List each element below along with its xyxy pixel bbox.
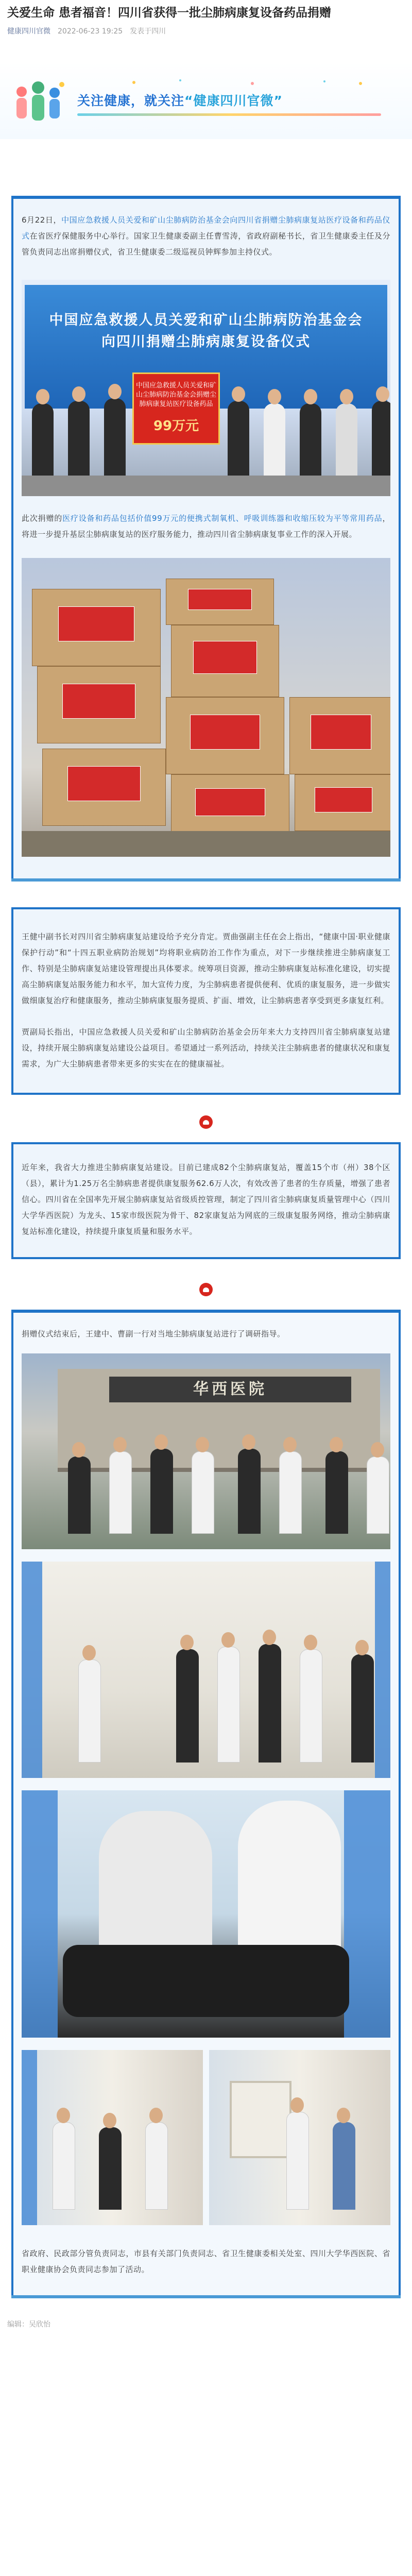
section2-para2: 贾副局长指出，中国应急救援人员关爱和矿山尘肺病防治基金会历年来大力支持四川省尘肺病康复站建设，持续开展尘肺病康复站建设公益项目。希望通过一系列活动，持续关注尘肺病患者的健康状况和康复需求，为广大尘肺病患者带来更多的实实在在的健康福祉。 [22, 1027, 390, 1069]
section4-para2: 省政府、民政部分管负责同志，市县有关部门负责同志、省卫生健康委相关处室、四川大学华西医院、省职业健康协会负责同志参加了活动。 [22, 2249, 390, 2274]
ceremony-photo [22, 280, 390, 496]
visit-photo-treatment [22, 1790, 390, 2038]
account-name[interactable]: 健康四川官微 [7, 27, 50, 36]
section3-frame [11, 1142, 401, 1259]
top-banner [0, 62, 412, 139]
section3-para1: 近年来，我省大力推进尘肺病康复站建设。目前已建成82个尘肺病康复站，覆盖15个市（州）38个区（县），累计为1.25万名尘肺病患者提供康复服务62.6万人次，有效改善了患者的生存质量，增强了患者信心。四川省在全国率先开展尘肺病康复站省级质控管理，制定了四川省尘肺病康复质量管理中心（四川大学华西医院）为龙头、15家市级医院为骨干、82家康复站为网底的三级康复服务网络，推动尘肺病康复站标准化建设，持续提升康复质量和服务水平。 [22, 1163, 390, 1236]
donated-boxes-photo [22, 558, 390, 857]
section1-frame [11, 199, 401, 878]
section1-para2: 此次捐赠的医疗设备和药品包括价值99万元的便携式制氧机、呼吸训练器和收缩压较为平等常用药品，将进一步提升基层尘肺病康复站的医疗服务能力，推动四川省尘肺病康复事业工作的深入开展。 [22, 514, 390, 539]
slogan-underline [77, 113, 381, 116]
family-icon [11, 77, 68, 126]
slogan-text: 关注健康，就关注 [77, 93, 185, 108]
station-sign: 华西医院 [109, 1377, 351, 1402]
section2-para1: 王健中副书长对四川省尘肺病康复站建设给予充分肯定。贾曲强副主任在会上指出，“健康中国·职业健康保护行动”和“十四五职业病防治规划”均将职业病防治工作作为重点，对下一步继续推进尘肺病康复工作、特别是尘肺病康复站建设管理提出具体要求。统筹项目资源，推动尘肺病康复站标准化建设，切实提高尘肺病康复站服务能力和水平，加大宣传力度，为尘肺病患者提供便利、优质的康复服务，进一步做实做细康复治疗和健康服务，推动尘肺病康复服务提质、扩面、增效，让尘肺病患者享受到更多康复红利。 [22, 932, 390, 1005]
section4-frame [11, 1313, 401, 2295]
visit-photo-patient [209, 2050, 390, 2225]
publish-location: 发表于四川 [130, 27, 166, 36]
donation-board: 中国应急救援人员关爱和矿山尘肺病防治基金会捐赠尘肺病康复站医疗设备药品 99万元 [132, 372, 220, 445]
article-meta [0, 23, 412, 38]
banner-slogan [77, 91, 386, 111]
publish-date: 2022-06-23 19:25 [58, 27, 123, 36]
decoration-dots [118, 77, 376, 88]
visit-photo-clinic [22, 1562, 390, 1778]
editor-credit: 编辑：吴欣怡 [7, 2320, 50, 2329]
section4-para1: 捐赠仪式结束后，王建中、曹副一行对当地尘肺病康复站进行了调研指导。 [22, 1329, 285, 1338]
section1-para1: 6月22日，中国应急救援人员关爱和矿山尘肺病防治基金会向四川省捐赠尘肺病康复站医疗设备和药品仪式在省医疗保健服务中心举行。国家卫生健康委副主任曹雪涛，省政府副秘书长，省卫生健康委主任及分管负责同志出席捐赠仪式，省卫生健康委二级巡视员钟辉参加主持仪式。 [22, 215, 390, 257]
donation-amount: 99万元 [153, 418, 199, 434]
section2-frame [11, 907, 401, 1095]
slogan-account: “健康四川官微” [184, 93, 283, 108]
divider-icon [199, 1115, 213, 1129]
visit-photo-entrance [22, 1353, 390, 1549]
divider-icon [199, 1283, 213, 1296]
article-title: 关爱生命 患者福音！四川省获得一批尘肺病康复设备药品捐赠 [7, 6, 332, 20]
ceremony-backdrop-text: 中国应急救援人员关爱和矿山尘肺病防治基金会向四川捐赠尘肺病康复设备仪式 [49, 312, 363, 350]
visit-photo-ward [22, 2050, 203, 2225]
